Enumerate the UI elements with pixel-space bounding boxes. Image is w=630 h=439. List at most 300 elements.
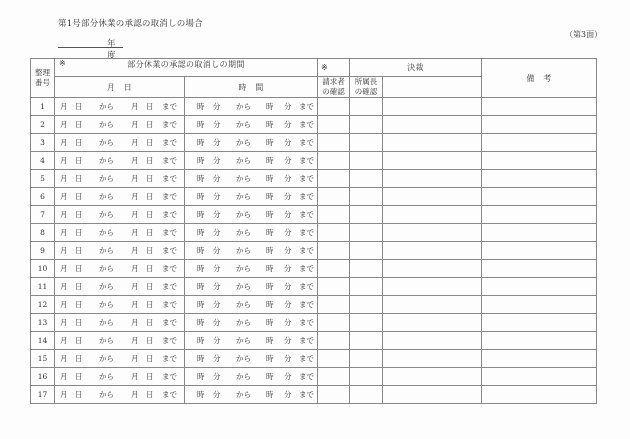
date-range-cell[interactable] — [55, 386, 185, 404]
date-day1-label: 日 — [75, 120, 83, 129]
date-month2-label: 月 — [131, 390, 139, 399]
date-month2-label: 月 — [131, 102, 139, 111]
time-until-label: まで — [299, 156, 314, 165]
manager-confirm-cell[interactable] — [350, 134, 383, 152]
date-until-label: まで — [162, 336, 177, 345]
time-min2-label: 分 — [284, 264, 292, 273]
date-until-label: まで — [162, 300, 177, 309]
time-hour2-label: 時 — [266, 372, 274, 381]
row-number: 3 — [31, 134, 55, 152]
date-day2-label: 日 — [146, 336, 154, 345]
date-from-label: から — [99, 102, 114, 111]
time-min1-label: 分 — [213, 102, 221, 111]
date-range-cell[interactable] — [55, 206, 185, 224]
requester-confirm-cell[interactable] — [318, 386, 350, 404]
date-month2-label: 月 — [131, 336, 139, 345]
date-day2-label: 日 — [146, 390, 154, 399]
date-month1-label: 月 — [60, 300, 68, 309]
manager-confirm-cell[interactable] — [350, 206, 383, 224]
row-number: 6 — [31, 188, 55, 206]
remarks-cell[interactable] — [482, 386, 597, 404]
table-row — [31, 350, 597, 368]
date-day2-label: 日 — [146, 174, 154, 183]
date-from-label: から — [99, 210, 114, 219]
date-from-label: から — [99, 264, 114, 273]
remarks-cell[interactable] — [482, 224, 597, 242]
date-from-label: から — [99, 192, 114, 201]
remarks-cell[interactable] — [482, 332, 597, 350]
number-header: 整理 番号 — [31, 59, 55, 98]
time-until-label: まで — [299, 228, 314, 237]
time-min2-label: 分 — [284, 210, 292, 219]
date-day1-label: 日 — [75, 354, 83, 363]
date-month1-label: 月 — [60, 318, 68, 327]
time-from-label: から — [236, 336, 251, 345]
date-day2-label: 日 — [146, 282, 154, 291]
date-day2-label: 日 — [146, 246, 154, 255]
date-range-cell[interactable] — [55, 314, 185, 332]
date-range-cell[interactable] — [55, 116, 185, 134]
time-hour1-label: 時 — [197, 120, 205, 129]
date-month2-label: 月 — [131, 246, 139, 255]
cancellation-table — [30, 58, 597, 404]
requester-confirm-cell[interactable] — [318, 260, 350, 278]
decision-cell[interactable] — [383, 260, 482, 278]
remarks-header: 備 考 — [482, 59, 597, 98]
manager-confirm-cell[interactable] — [350, 170, 383, 188]
date-from-label: から — [99, 138, 114, 147]
time-min2-label: 分 — [284, 138, 292, 147]
manager-confirm-cell[interactable] — [350, 386, 383, 404]
date-day1-label: 日 — [75, 228, 83, 237]
date-month2-label: 月 — [131, 264, 139, 273]
date-month1-label: 月 — [60, 138, 68, 147]
date-until-label: まで — [162, 246, 177, 255]
time-until-label: まで — [299, 318, 314, 327]
decision-cell[interactable] — [383, 134, 482, 152]
date-until-label: まで — [162, 156, 177, 165]
time-min2-label: 分 — [284, 282, 292, 291]
date-month1-label: 月 — [60, 372, 68, 381]
row-number: 15 — [31, 350, 55, 368]
date-from-label: から — [99, 120, 114, 129]
date-day1-label: 日 — [75, 138, 83, 147]
time-min1-label: 分 — [213, 264, 221, 273]
date-range-cell[interactable] — [55, 224, 185, 242]
time-hour2-label: 時 — [266, 390, 274, 399]
date-until-label: まで — [162, 138, 177, 147]
decision-cell[interactable] — [383, 206, 482, 224]
date-until-label: まで — [162, 228, 177, 237]
decision-cell[interactable] — [383, 170, 482, 188]
date-day1-label: 日 — [75, 174, 83, 183]
decision-cell[interactable] — [383, 224, 482, 242]
time-min2-label: 分 — [284, 354, 292, 363]
remarks-cell[interactable] — [482, 188, 597, 206]
time-until-label: まで — [299, 282, 314, 291]
time-range-cell[interactable] — [185, 386, 318, 404]
date-range-cell[interactable] — [55, 134, 185, 152]
time-hour1-label: 時 — [197, 336, 205, 345]
date-month2-label: 月 — [131, 156, 139, 165]
date-from-label: から — [99, 282, 114, 291]
time-hour1-label: 時 — [197, 228, 205, 237]
manager-confirm-cell[interactable] — [350, 350, 383, 368]
time-range-cell[interactable] — [185, 116, 318, 134]
date-month2-label: 月 — [131, 318, 139, 327]
decision-cell[interactable] — [383, 314, 482, 332]
time-hour2-label: 時 — [266, 102, 274, 111]
date-day1-label: 日 — [75, 210, 83, 219]
time-min2-label: 分 — [284, 246, 292, 255]
time-range-cell[interactable] — [185, 134, 318, 152]
time-min1-label: 分 — [213, 372, 221, 381]
date-day2-label: 日 — [146, 372, 154, 381]
time-from-label: から — [236, 264, 251, 273]
decision-cell[interactable] — [383, 188, 482, 206]
table-row — [31, 188, 597, 206]
manager-confirm-cell[interactable] — [350, 116, 383, 134]
time-until-label: まで — [299, 174, 314, 183]
decision-cell[interactable] — [383, 152, 482, 170]
date-range-cell[interactable] — [55, 170, 185, 188]
decision-cell[interactable] — [383, 116, 482, 134]
time-min2-label: 分 — [284, 174, 292, 183]
date-month2-label: 月 — [131, 192, 139, 201]
time-until-label: まで — [299, 264, 314, 273]
table-row — [31, 242, 597, 260]
time-until-label: まで — [299, 138, 314, 147]
date-month1-label: 月 — [60, 354, 68, 363]
date-header: 月 日 — [55, 77, 185, 98]
remarks-cell[interactable] — [482, 314, 597, 332]
table-row — [31, 224, 597, 242]
time-hour2-label: 時 — [266, 156, 274, 165]
date-day1-label: 日 — [75, 246, 83, 255]
date-range-cell[interactable] — [55, 242, 185, 260]
time-min1-label: 分 — [213, 354, 221, 363]
time-range-cell[interactable] — [185, 170, 318, 188]
period-header: ※ 部分休業の承認の取消しの期間 — [55, 59, 318, 77]
date-month1-label: 月 — [60, 192, 68, 201]
requester-confirm-cell[interactable] — [318, 224, 350, 242]
row-number: 16 — [31, 368, 55, 386]
requester-confirm-cell[interactable] — [318, 332, 350, 350]
time-until-label: まで — [299, 372, 314, 381]
time-hour2-label: 時 — [266, 228, 274, 237]
time-range-cell[interactable] — [185, 368, 318, 386]
date-range-cell[interactable] — [55, 350, 185, 368]
requester-confirm-cell[interactable] — [318, 188, 350, 206]
manager-confirm-cell[interactable] — [350, 260, 383, 278]
requester-confirm-cell[interactable] — [318, 368, 350, 386]
manager-confirm-cell[interactable] — [350, 224, 383, 242]
time-from-label: から — [236, 120, 251, 129]
manager-confirm-cell[interactable] — [350, 368, 383, 386]
remarks-cell[interactable] — [482, 296, 597, 314]
date-until-label: まで — [162, 192, 177, 201]
time-from-label: から — [236, 318, 251, 327]
manager-confirm-cell[interactable] — [350, 98, 383, 116]
requester-confirm-cell[interactable] — [318, 170, 350, 188]
decision-cell[interactable] — [383, 386, 482, 404]
row-number: 10 — [31, 260, 55, 278]
row-number: 4 — [31, 152, 55, 170]
date-month1-label: 月 — [60, 390, 68, 399]
remarks-cell[interactable] — [482, 134, 597, 152]
requester-confirm-cell[interactable] — [318, 98, 350, 116]
date-day1-label: 日 — [75, 264, 83, 273]
table-row — [31, 98, 597, 116]
date-month2-label: 月 — [131, 174, 139, 183]
table-row — [31, 206, 597, 224]
table-row — [31, 152, 597, 170]
time-range-cell[interactable] — [185, 242, 318, 260]
remarks-cell[interactable] — [482, 152, 597, 170]
time-from-label: から — [236, 174, 251, 183]
time-range-cell[interactable] — [185, 296, 318, 314]
date-day2-label: 日 — [146, 102, 154, 111]
note-mark: ※ — [59, 59, 66, 68]
manager-confirm-cell[interactable] — [350, 242, 383, 260]
time-min1-label: 分 — [213, 246, 221, 255]
requester-confirm-header: 請求者 の確認 — [318, 77, 350, 98]
time-from-label: から — [236, 282, 251, 291]
page-label: （第3面） — [565, 30, 603, 39]
time-min1-label: 分 — [213, 174, 221, 183]
time-hour2-label: 時 — [266, 354, 274, 363]
time-hour2-label: 時 — [266, 264, 274, 273]
time-hour1-label: 時 — [197, 246, 205, 255]
date-month1-label: 月 — [60, 174, 68, 183]
requester-note-cell: ※ — [318, 59, 350, 77]
date-range-cell[interactable] — [55, 278, 185, 296]
time-min1-label: 分 — [213, 390, 221, 399]
time-until-label: まで — [299, 390, 314, 399]
decision-cell[interactable] — [383, 368, 482, 386]
row-number: 14 — [31, 332, 55, 350]
date-day2-label: 日 — [146, 156, 154, 165]
time-min2-label: 分 — [284, 390, 292, 399]
date-month1-label: 月 — [60, 210, 68, 219]
decision-blank-header — [383, 77, 482, 98]
time-from-label: から — [236, 390, 251, 399]
time-from-label: から — [236, 300, 251, 309]
time-hour1-label: 時 — [197, 282, 205, 291]
time-from-label: から — [236, 138, 251, 147]
date-from-label: から — [99, 300, 114, 309]
date-month1-label: 月 — [60, 102, 68, 111]
date-month2-label: 月 — [131, 120, 139, 129]
time-min2-label: 分 — [284, 318, 292, 327]
date-from-label: から — [99, 336, 114, 345]
table-row — [31, 314, 597, 332]
requester-confirm-cell[interactable] — [318, 242, 350, 260]
date-day1-label: 日 — [75, 390, 83, 399]
date-range-cell[interactable] — [55, 296, 185, 314]
date-from-label: から — [99, 372, 114, 381]
requester-confirm-cell[interactable] — [318, 278, 350, 296]
time-range-cell[interactable] — [185, 350, 318, 368]
manager-confirm-cell[interactable] — [350, 296, 383, 314]
requester-confirm-cell[interactable] — [318, 314, 350, 332]
date-range-cell[interactable] — [55, 98, 185, 116]
row-number: 7 — [31, 206, 55, 224]
time-min2-label: 分 — [284, 336, 292, 345]
date-day2-label: 日 — [146, 264, 154, 273]
time-until-label: まで — [299, 210, 314, 219]
year-field[interactable] — [58, 37, 123, 61]
date-range-cell[interactable] — [55, 332, 185, 350]
decision-cell[interactable] — [383, 350, 482, 368]
decision-cell[interactable] — [383, 296, 482, 314]
date-until-label: まで — [162, 390, 177, 399]
manager-confirm-cell[interactable] — [350, 278, 383, 296]
time-min1-label: 分 — [213, 138, 221, 147]
decision-cell[interactable] — [383, 332, 482, 350]
date-month1-label: 月 — [60, 246, 68, 255]
document-title: 第1号部分休業の承認の取消しの場合 — [58, 19, 203, 29]
remarks-cell[interactable] — [482, 368, 597, 386]
time-hour1-label: 時 — [197, 174, 205, 183]
time-hour1-label: 時 — [197, 138, 205, 147]
time-hour2-label: 時 — [266, 138, 274, 147]
requester-confirm-cell[interactable] — [318, 134, 350, 152]
manager-confirm-cell[interactable] — [350, 188, 383, 206]
table-row — [31, 116, 597, 134]
time-hour1-label: 時 — [197, 372, 205, 381]
date-day2-label: 日 — [146, 354, 154, 363]
date-range-cell[interactable] — [55, 152, 185, 170]
requester-confirm-cell[interactable] — [318, 350, 350, 368]
time-until-label: まで — [299, 102, 314, 111]
time-hour1-label: 時 — [197, 354, 205, 363]
date-from-label: から — [99, 228, 114, 237]
remarks-cell[interactable] — [482, 170, 597, 188]
decision-cell[interactable] — [383, 242, 482, 260]
time-until-label: まで — [299, 354, 314, 363]
time-min2-label: 分 — [284, 372, 292, 381]
time-min2-label: 分 — [284, 228, 292, 237]
time-hour1-label: 時 — [197, 102, 205, 111]
time-min1-label: 分 — [213, 120, 221, 129]
time-hour2-label: 時 — [266, 174, 274, 183]
date-range-cell[interactable] — [55, 368, 185, 386]
time-until-label: まで — [299, 192, 314, 201]
date-day2-label: 日 — [146, 228, 154, 237]
date-from-label: から — [99, 246, 114, 255]
remarks-cell[interactable] — [482, 98, 597, 116]
date-day1-label: 日 — [75, 372, 83, 381]
date-day2-label: 日 — [146, 192, 154, 201]
manager-confirm-cell[interactable] — [350, 152, 383, 170]
time-min1-label: 分 — [213, 282, 221, 291]
table-row — [31, 386, 597, 404]
time-range-cell[interactable] — [185, 260, 318, 278]
time-from-label: から — [236, 372, 251, 381]
remarks-cell[interactable] — [482, 260, 597, 278]
date-from-label: から — [99, 318, 114, 327]
time-until-label: まで — [299, 120, 314, 129]
time-hour2-label: 時 — [266, 336, 274, 345]
time-range-cell[interactable] — [185, 278, 318, 296]
time-range-cell[interactable] — [185, 98, 318, 116]
time-from-label: から — [236, 354, 251, 363]
decision-header: 決裁 — [350, 59, 482, 77]
date-month1-label: 月 — [60, 336, 68, 345]
date-day2-label: 日 — [146, 138, 154, 147]
manager-confirm-cell[interactable] — [350, 332, 383, 350]
time-range-cell[interactable] — [185, 188, 318, 206]
date-from-label: から — [99, 174, 114, 183]
time-hour1-label: 時 — [197, 192, 205, 201]
requester-confirm-cell[interactable] — [318, 206, 350, 224]
time-min2-label: 分 — [284, 102, 292, 111]
requester-confirm-cell[interactable] — [318, 116, 350, 134]
date-month1-label: 月 — [60, 228, 68, 237]
row-number: 17 — [31, 386, 55, 404]
time-hour2-label: 時 — [266, 192, 274, 201]
date-until-label: まで — [162, 264, 177, 273]
date-month2-label: 月 — [131, 354, 139, 363]
time-range-cell[interactable] — [185, 206, 318, 224]
time-hour2-label: 時 — [266, 246, 274, 255]
time-from-label: から — [236, 228, 251, 237]
decision-cell[interactable] — [383, 278, 482, 296]
time-hour1-label: 時 — [197, 300, 205, 309]
time-hour2-label: 時 — [266, 282, 274, 291]
date-month2-label: 月 — [131, 228, 139, 237]
date-month2-label: 月 — [131, 300, 139, 309]
date-from-label: から — [99, 354, 114, 363]
time-until-label: まで — [299, 336, 314, 345]
date-range-cell[interactable] — [55, 260, 185, 278]
date-day2-label: 日 — [146, 120, 154, 129]
time-range-cell[interactable] — [185, 314, 318, 332]
date-from-label: から — [99, 156, 114, 165]
date-day2-label: 日 — [146, 210, 154, 219]
requester-confirm-cell[interactable] — [318, 152, 350, 170]
row-number: 2 — [31, 116, 55, 134]
remarks-cell[interactable] — [482, 242, 597, 260]
remarks-cell[interactable] — [482, 206, 597, 224]
time-range-cell[interactable] — [185, 332, 318, 350]
decision-cell[interactable] — [383, 98, 482, 116]
time-from-label: から — [236, 156, 251, 165]
time-hour1-label: 時 — [197, 264, 205, 273]
row-number: 8 — [31, 224, 55, 242]
date-day1-label: 日 — [75, 102, 83, 111]
time-range-cell[interactable] — [185, 224, 318, 242]
date-range-cell[interactable] — [55, 188, 185, 206]
time-until-label: まで — [299, 246, 314, 255]
remarks-cell[interactable] — [482, 116, 597, 134]
date-month2-label: 月 — [131, 372, 139, 381]
manager-confirm-cell[interactable] — [350, 314, 383, 332]
date-until-label: まで — [162, 210, 177, 219]
time-hour2-label: 時 — [266, 318, 274, 327]
date-day1-label: 日 — [75, 156, 83, 165]
time-range-cell[interactable] — [185, 152, 318, 170]
date-month1-label: 月 — [60, 282, 68, 291]
requester-confirm-cell[interactable] — [318, 296, 350, 314]
time-min2-label: 分 — [284, 192, 292, 201]
table-row — [31, 278, 597, 296]
table-row — [31, 368, 597, 386]
remarks-cell[interactable] — [482, 278, 597, 296]
time-header: 時 間 — [185, 77, 318, 98]
remarks-cell[interactable] — [482, 350, 597, 368]
